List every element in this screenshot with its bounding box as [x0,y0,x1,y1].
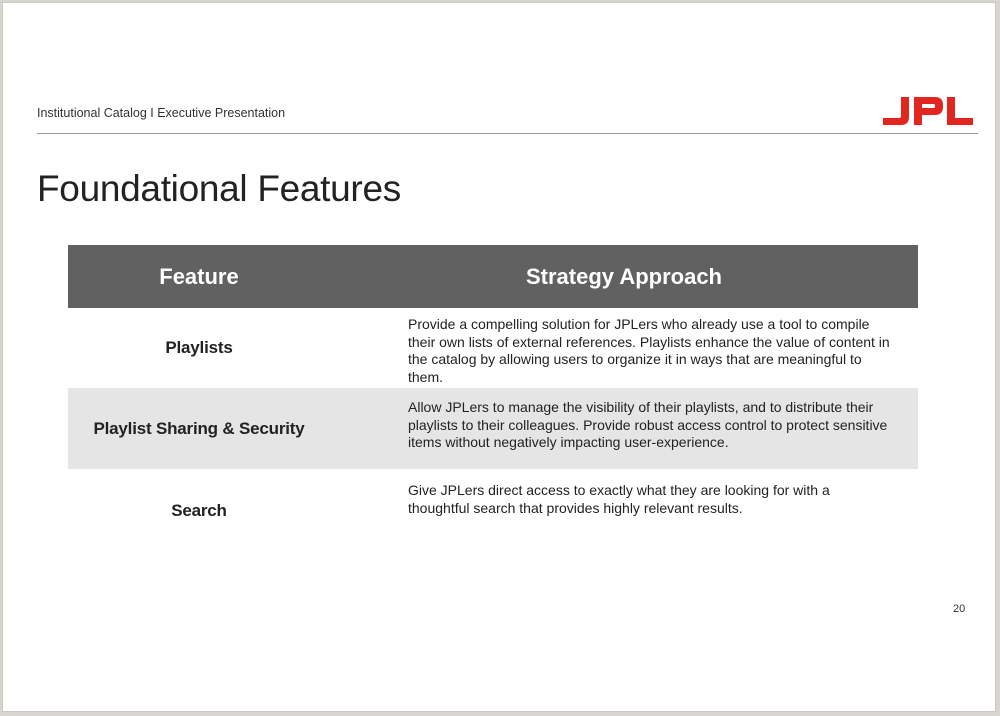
column-header-strategy: Strategy Approach [330,245,918,308]
slide-title: Foundational Features [37,168,401,209]
approach-cell: Allow JPLers to manage the visibility of their playlists, and to distribute their playlists to their colleagues. Provide robust access control to protect sensitive items without negatively impacting user-experience. [330,388,918,469]
table-row [68,469,918,552]
approach-cell: Give JPLers direct access to exactly what they are looking for with a thoughtful search that provides highly relevant results. [408,482,830,516]
column-header-feature: Feature [68,245,330,308]
slide [2,2,996,712]
feature-cell: Search [171,500,227,520]
table-row [68,308,918,388]
feature-cell: Playlists [165,338,233,357]
jpl-logo [879,95,975,127]
approach-cell: Provide a compelling solution for JPLers who already use a tool to compile their own lists of external references. Playlists enhance the value of content in the catalog by allowing users to organize it in ways that are meaningful to them. [408,316,890,385]
table-header-row [68,245,918,308]
presentation-subtitle: Institutional Catalog I Executive Presentation [37,106,286,120]
header-divider [37,133,978,134]
features-table [68,245,918,552]
table-row [68,388,918,469]
feature-cell: Playlist Sharing & Security [68,388,330,469]
page-number: 20 [953,603,966,615]
